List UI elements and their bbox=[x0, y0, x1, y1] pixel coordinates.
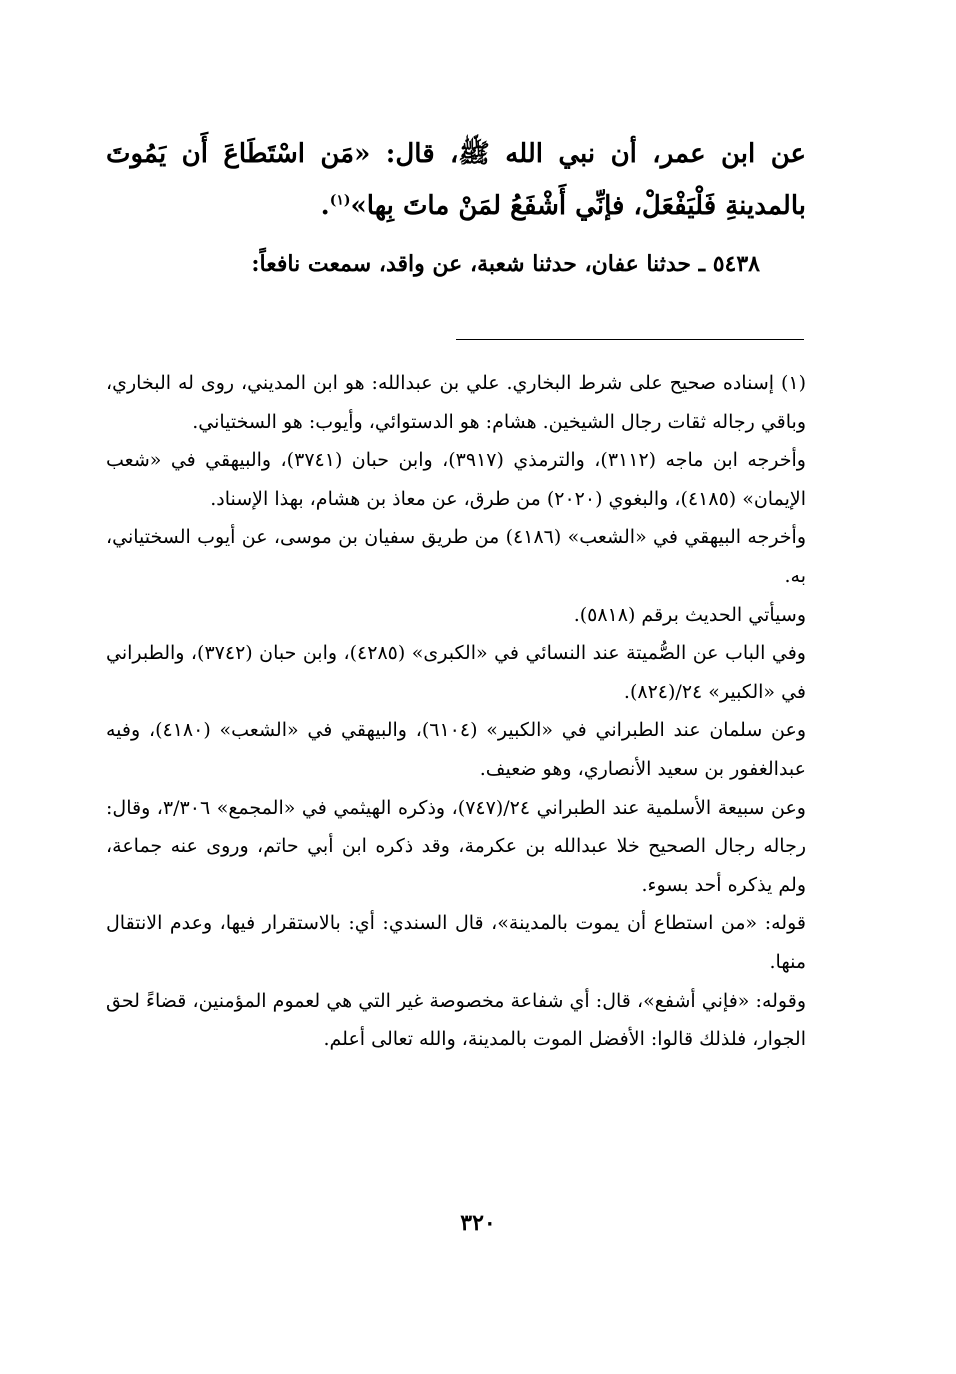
main-text bbox=[106, 128, 806, 290]
footnote-paragraph: قوله: «من استطاع أن يموت بالمدينة»، قال السندي: أي: بالاستقرار فيها، وعدم الانتقال منها. bbox=[106, 912, 806, 973]
footnote-paragraph: وسيأتي الحديث برقم (٥٨١٨). bbox=[573, 603, 806, 626]
page-number: ٣٢٠ bbox=[460, 1210, 496, 1236]
footnote-reference: (١) bbox=[329, 192, 351, 209]
footnote-paragraph: وعن سبيعة الأسلمية عند الطبراني ٢٤/(٧٤٧)، وذكره الهيثمي في «المجمع» ٣/٣٠٦، وقال: رجاله رجال الصحيح خلا عبدالله بن عكرمة، وقد ذكره ابن أبي حاتم، وروى عنه جماعة، ولم يذكره أحد بسوء. bbox=[106, 796, 806, 896]
hadith-text: عن ابن عمر، أن نبي الله ﷺ، قال: «مَن اسْتَطَاعَ أَن يَمُوتَ بالمدينةِ فَلْيَفْعَلْ، فإنِّي أَشْفَعُ لمَنْ ماتَ بِها» bbox=[106, 139, 806, 221]
footnotes-section bbox=[106, 364, 806, 1059]
next-hadith-chain: ٥٤٣٨ ـ حدثنا عفان، حدثنا شعبة، عن واقد، سمعت نافعاً: bbox=[251, 251, 760, 277]
footnote-paragraph: وقوله: «فإني أشفع»، قال: أي شفاعة مخصوصة غير التي هي لعموم المؤمنين، قضاءً لحق الجوار، فلذلك قالوا: الأفضل الموت بالمدينة، والله تعالى أعلم. bbox=[106, 989, 806, 1051]
footnote-paragraph: وأخرجه البيهقي في «الشعب» (٤١٨٦) من طريق سفيان بن موسى، عن أيوب السختياني، به. bbox=[106, 526, 806, 587]
hadith-paragraph bbox=[106, 128, 806, 232]
footnote-paragraph: وأخرجه ابن ماجه (٣١١٢)، والترمذي (٣٩١٧)، وابن حبان (٣٧٤١)، والبيهقي في «شعب الإيمان» (٤١٨٥)، والبغوي (٢٠٢٠) من طرق، عن معاذ بن هشام، بهذا الإسناد. bbox=[106, 449, 806, 510]
hadith-end: . bbox=[320, 191, 330, 221]
footnote-paragraph: وعن سلمان عند الطبراني في «الكبير» (٦١٠٤)، والبيهقي في «الشعب» (٤١٨٠)، وفيه عبدالغفور بن سعيد الأنصاري، وهو ضعيف. bbox=[106, 719, 806, 780]
footnote-paragraph: (١) إسناده صحيح على شرط البخاري. علي بن عبدالله: هو ابن المديني، روى له البخاري، وباقي رجاله ثقات رجال الشيخين. هشام: هو الدستوائي، وأيوب: هو السختياني. bbox=[106, 372, 806, 433]
footnote-paragraph: وفي الباب عن الصُّميتة عند النسائي في «الكبرى» (٤٢٨٥)، وابن حبان (٣٧٤٢)، والطبراني في «الكبير» ٢٤/(٨٢٤). bbox=[106, 642, 806, 703]
footnote-divider bbox=[456, 339, 804, 340]
